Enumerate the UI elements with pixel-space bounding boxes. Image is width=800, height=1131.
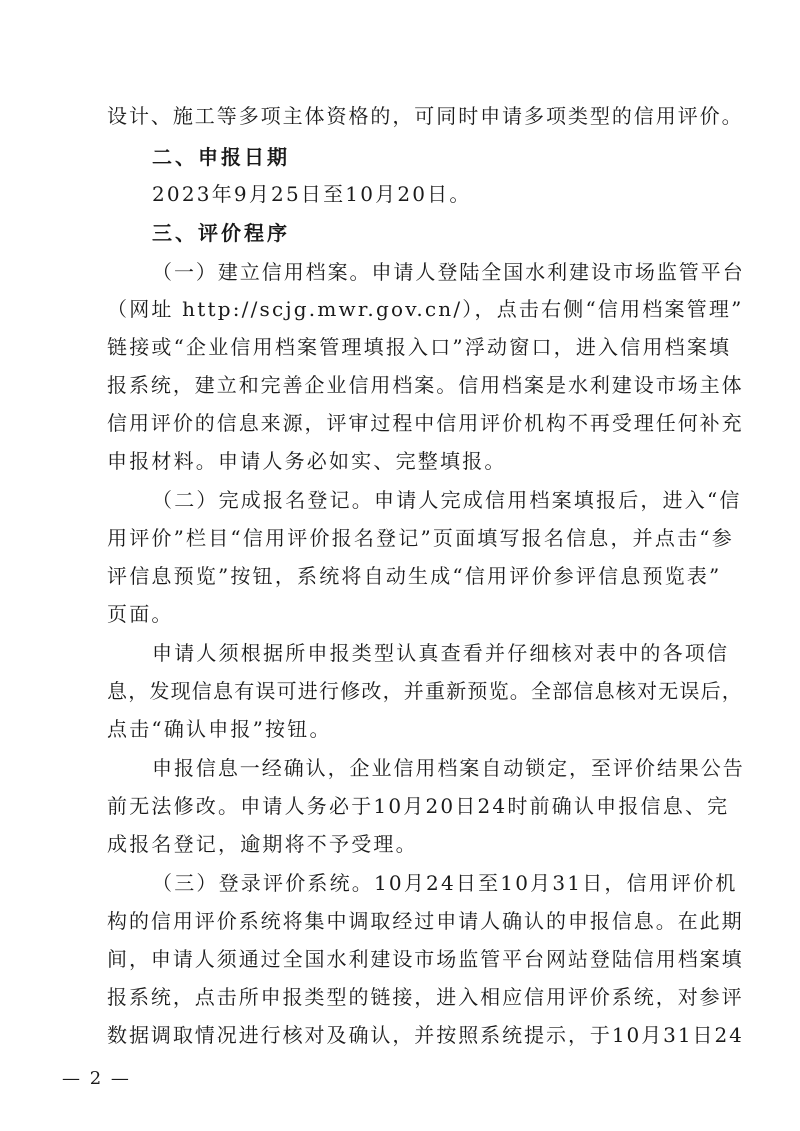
paragraph-line: 申请人须根据所申报类型认真查看并仔细核对表中的各项信 (152, 641, 730, 665)
paragraph-line: 成报名登记，逾期将不予受理。 (107, 832, 418, 856)
paragraph-line: 用评价”栏目“信用评价报名登记”页面填写报名信息，并点击“参 (107, 526, 734, 550)
paragraph-line: （三）登录评价系统。10月24日至10月31日，信用评价机 (152, 871, 738, 895)
paragraph-line: 申报信息一经确认，企业信用档案自动锁定，至评价结果公告 (152, 756, 745, 780)
paragraph-line: 评信息预览”按钮，系统将自动生成“信用评价参评信息预览表” (107, 564, 722, 588)
paragraph-line: 报系统，建立和完善企业信用档案。信用档案是水利建设市场主体 (107, 373, 744, 397)
paragraph-line: 链接或“企业信用档案管理填报入口”浮动窗口，进入信用档案填 (107, 335, 732, 359)
filing-date-text: 2023年9月25日至10月20日。 (152, 182, 472, 206)
paragraph-line: 信用评价的信息来源，评审过程中信用评价机构不再受理任何补充 (107, 411, 744, 435)
paragraph-line: 报系统，点击所申报类型的链接，进入相应信用评价系统，对参评 (107, 985, 744, 1009)
paragraph-line: 页面。 (107, 602, 174, 626)
paragraph-line: （二）完成报名登记。申请人完成信用档案填报后，进入“信 (152, 488, 742, 512)
paragraph-line: 前无法修改。申请人务必于10月20日24时前确认申报信息、完 (107, 794, 730, 818)
paragraph-line: （网址 http://scjg.mwr.gov.cn/），点击右侧“信用档案管理” (107, 297, 744, 321)
section-heading-filing-date: 二、申报日期 (152, 145, 290, 169)
paragraph-line: 点击“确认申报”按钮。 (107, 717, 332, 741)
paragraph-line: 申报材料。申请人务必如实、完整填报。 (107, 449, 507, 473)
paragraph-line: 息，发现信息有误可进行修改，并重新预览。全部信息核对无误后， (107, 679, 743, 703)
paragraph-line: 数据调取情况进行核对及确认，并按照系统提示，于10月31日24 (107, 1023, 744, 1047)
paragraph-line: （一）建立信用档案。申请人登陆全国水利建设市场监管平台 (152, 260, 745, 284)
paragraph-line: 构的信用评价系统将集中调取经过申请人确认的申报信息。在此期 (107, 909, 744, 933)
page-number: — 2 — (62, 1068, 131, 1089)
paragraph-line: 设计、施工等多项主体资格的，可同时申请多项类型的信用评价。 (107, 104, 744, 128)
paragraph-line: 间，申请人须通过全国水利建设市场监管平台网站登陆信用档案填 (107, 947, 744, 971)
section-heading-evaluation-procedure: 三、评价程序 (152, 221, 290, 245)
